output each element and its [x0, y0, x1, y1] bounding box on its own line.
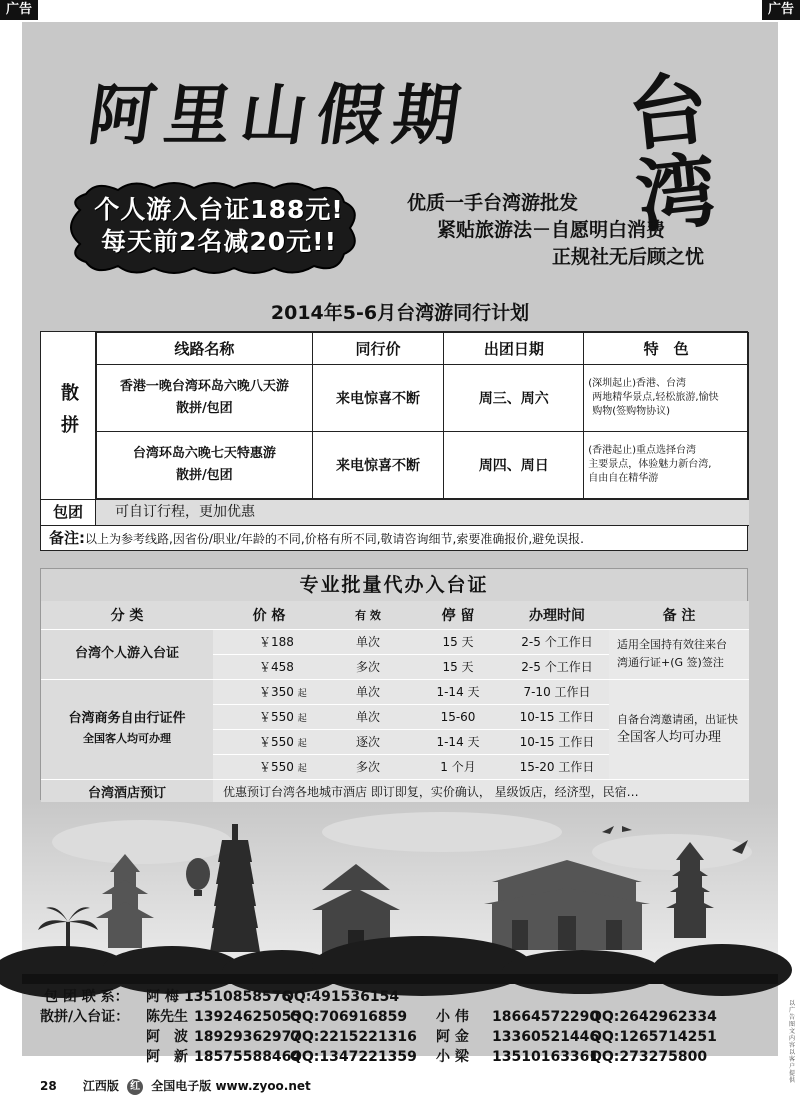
table-row [41, 679, 749, 704]
plan-header-row [97, 333, 749, 365]
time-cell: 15-20 工作日 [505, 754, 609, 779]
contact-qq: QQ:2215221316 [290, 1029, 417, 1045]
dates-cell: 周三、周六 [444, 365, 584, 432]
table-row [97, 432, 749, 499]
contact-name: 小 伟 [436, 1009, 469, 1025]
contact-phone: 13360521446 [492, 1029, 600, 1045]
plan-table [96, 332, 749, 499]
category-hotel: 台湾酒店预订 [41, 779, 213, 804]
group-contact-label: 包 团 联 系： [44, 989, 129, 1005]
contact-qq: QQ:1265714251 [590, 1029, 717, 1045]
header-route: 线路名称 [97, 333, 313, 365]
header-remark: 备 注 [609, 601, 749, 629]
price-cell [213, 754, 325, 779]
price-cell [213, 704, 325, 729]
page-footer [40, 1077, 311, 1095]
remark-line: 湾通行证+(G 签)签注 [617, 656, 724, 669]
slogan-3: 正规社无后顾之忧 [552, 246, 705, 268]
visa-header-row [41, 601, 749, 629]
feature-line: 主要景点，体验魅力新台湾, [588, 459, 712, 470]
advertisement [22, 22, 778, 1065]
contact-row [22, 1007, 778, 1027]
contact-name: 阿 波 [146, 1029, 188, 1045]
price-cell: 来电惊喜不断 [312, 432, 444, 499]
category-business [41, 679, 213, 779]
valid-cell: 单次 [325, 629, 411, 654]
header-dates: 出团日期 [444, 333, 584, 365]
header-price: 同行价 [312, 333, 444, 365]
price-cell: ￥458 [213, 654, 325, 679]
price-suffix: 起 [297, 764, 307, 774]
feature-line: (香港起止)重点选择台湾 [588, 445, 697, 456]
route-name: 台湾环岛六晚七天特惠游 [132, 446, 276, 461]
page-number: 28 [40, 1079, 57, 1093]
hot-air-balloon-icon [186, 858, 210, 890]
route-type: 散拼/包团 [175, 468, 233, 483]
plan-group-cell [41, 332, 96, 499]
price-value: ￥550 [259, 760, 294, 774]
baotuan-label: 包团 [41, 500, 96, 525]
ad-tag-left: 广告 [0, 0, 38, 20]
remark-business [609, 679, 749, 779]
visa-table [41, 601, 749, 805]
contact-name: 小 梁 [436, 1049, 469, 1065]
valid-cell: 单次 [325, 679, 411, 704]
note-label: 备注: [49, 529, 85, 547]
price-suffix: 起 [297, 689, 307, 699]
baotuan-text: 可自订行程，更加优惠 [115, 504, 255, 520]
header-price: 价 格 [213, 601, 325, 629]
note-text: 以上为参考线路,因省份/职业/年龄的不同,价格有所不同,敬请咨询细节,索要准确报价,避免误报. [85, 532, 584, 546]
contact-phone: 18929362977 [194, 1029, 302, 1045]
price-value: ￥350 [259, 685, 294, 699]
price-cell: ￥188 [213, 629, 325, 654]
ad-tag-right: 广告 [762, 0, 800, 20]
feature-line: 购物(签购物协议) [592, 406, 671, 417]
time-cell: 10-15 工作日 [505, 729, 609, 754]
contact-phone: 18664572290 [492, 1009, 600, 1025]
route-cell [97, 365, 313, 432]
group-contact-name: 阿 梅 [146, 989, 179, 1005]
feature-line: (深圳起止)香港、台湾 [588, 378, 687, 389]
fit-contact-label: 散拼/入台证： [40, 1009, 130, 1025]
feature-line: 两地精华景点,轻松旅游,愉快 [592, 392, 719, 403]
promo-badge [62, 180, 362, 276]
header-time: 办理时间 [505, 601, 609, 629]
contact-name: 陈先生 [146, 1009, 188, 1025]
table-row [41, 779, 749, 804]
contact-name: 阿 新 [146, 1049, 188, 1065]
feature-line: 自由自在精华游 [588, 473, 659, 484]
promo-line-2: 每天前2名减20元!! [101, 227, 337, 256]
promo-line-1: 个人游入台证188元! [94, 195, 344, 224]
contact-phone: 18575588464 [194, 1049, 302, 1065]
header-stay: 停 留 [411, 601, 505, 629]
contact-qq: QQ:2642962334 [590, 1009, 717, 1025]
group-contact-phone: 13510858576 [184, 989, 292, 1005]
table-row [41, 629, 749, 654]
plan-group-label: 散拼 [58, 383, 79, 447]
brand-name: 阿里山假期 [83, 76, 475, 154]
promo-text [84, 194, 354, 258]
plan-title: 2014年5-6月台湾游同行计划 [270, 302, 530, 324]
contact-name: 阿 金 [436, 1029, 469, 1045]
time-cell: 2-5 个工作日 [505, 629, 609, 654]
brand-region: 台湾 [623, 60, 722, 245]
category-business-sub: 全国客人均可办理 [83, 732, 171, 745]
valid-cell: 单次 [325, 704, 411, 729]
group-contact-qq: QQ:491536154 [282, 989, 400, 1005]
contact-phone: 13924625055 [194, 1009, 302, 1025]
price-suffix: 起 [297, 714, 307, 724]
site-link[interactable]: 全国电子版 www.zyoo.net [151, 1079, 311, 1093]
plan-note [41, 525, 749, 551]
stay-cell: 1 个月 [411, 754, 505, 779]
time-cell: 2-5 个工作日 [505, 654, 609, 679]
stay-cell: 15-60 [411, 704, 505, 729]
visa-title: 专业批量代办入台证 [41, 569, 747, 601]
edition-label: 江西版 [82, 1079, 119, 1093]
edition-badge-icon: 红 [127, 1079, 143, 1095]
price-suffix: 起 [297, 739, 307, 749]
header-category: 分 类 [41, 601, 213, 629]
features-cell [584, 365, 749, 432]
price-cell: 来电惊喜不断 [312, 365, 444, 432]
side-disclaimer: 以广告图文内容以客户提供 [789, 1000, 796, 1084]
valid-cell: 多次 [325, 654, 411, 679]
header-features: 特 色 [584, 333, 749, 365]
stay-cell: 1-14 天 [411, 679, 505, 704]
route-type: 散拼/包团 [175, 401, 233, 416]
valid-cell: 逐次 [325, 729, 411, 754]
contact-qq: QQ:1347221359 [290, 1049, 417, 1065]
contact-row [22, 1027, 778, 1047]
price-value: ￥550 [259, 710, 294, 724]
category-business-title: 台湾商务自由行证件 [68, 711, 186, 726]
time-cell: 10-15 工作日 [505, 704, 609, 729]
price-cell [213, 679, 325, 704]
remark-personal [609, 629, 749, 679]
slogans [407, 190, 747, 271]
contacts-section [22, 987, 778, 1067]
baotuan-row [41, 499, 749, 525]
slogan-1: 优质一手台湾游批发 [407, 192, 579, 214]
contact-qq: QQ:273275800 [590, 1049, 708, 1065]
header-valid: 有 效 [325, 601, 411, 629]
contact-qq: QQ:706916859 [290, 1009, 408, 1025]
dates-cell: 周四、周日 [444, 432, 584, 499]
remark-line: 全国客人均可办理 [617, 730, 722, 745]
category-personal: 台湾个人游入台证 [41, 629, 213, 679]
taiwan-landmarks-scene [22, 802, 778, 984]
remark-line: 适用全国持有效往来台 [617, 638, 727, 651]
features-cell [584, 432, 749, 499]
valid-cell: 多次 [325, 754, 411, 779]
stay-cell: 15 天 [411, 654, 505, 679]
slogan-2: 紧贴旅游法－自愿明白消费 [437, 219, 666, 241]
remark-line: 自备台湾邀请函，出证快 [617, 713, 738, 726]
time-cell: 7-10 工作日 [505, 679, 609, 704]
tour-plan-table [40, 331, 748, 551]
contact-row [22, 1047, 778, 1067]
hotel-text: 优惠预订台湾各地城市酒店 即订即复，实价确认， 星级饭店，经济型，民宿… [213, 779, 749, 804]
stay-cell: 1-14 天 [411, 729, 505, 754]
route-name: 香港一晚台湾环岛六晚八天游 [119, 379, 289, 394]
stay-cell: 15 天 [411, 629, 505, 654]
price-value: ￥550 [259, 735, 294, 749]
contact-row [22, 987, 778, 1007]
visa-service-table [40, 568, 748, 800]
table-row [97, 365, 749, 432]
contact-phone: 13510163361 [492, 1049, 600, 1065]
route-cell [97, 432, 313, 499]
price-cell [213, 729, 325, 754]
